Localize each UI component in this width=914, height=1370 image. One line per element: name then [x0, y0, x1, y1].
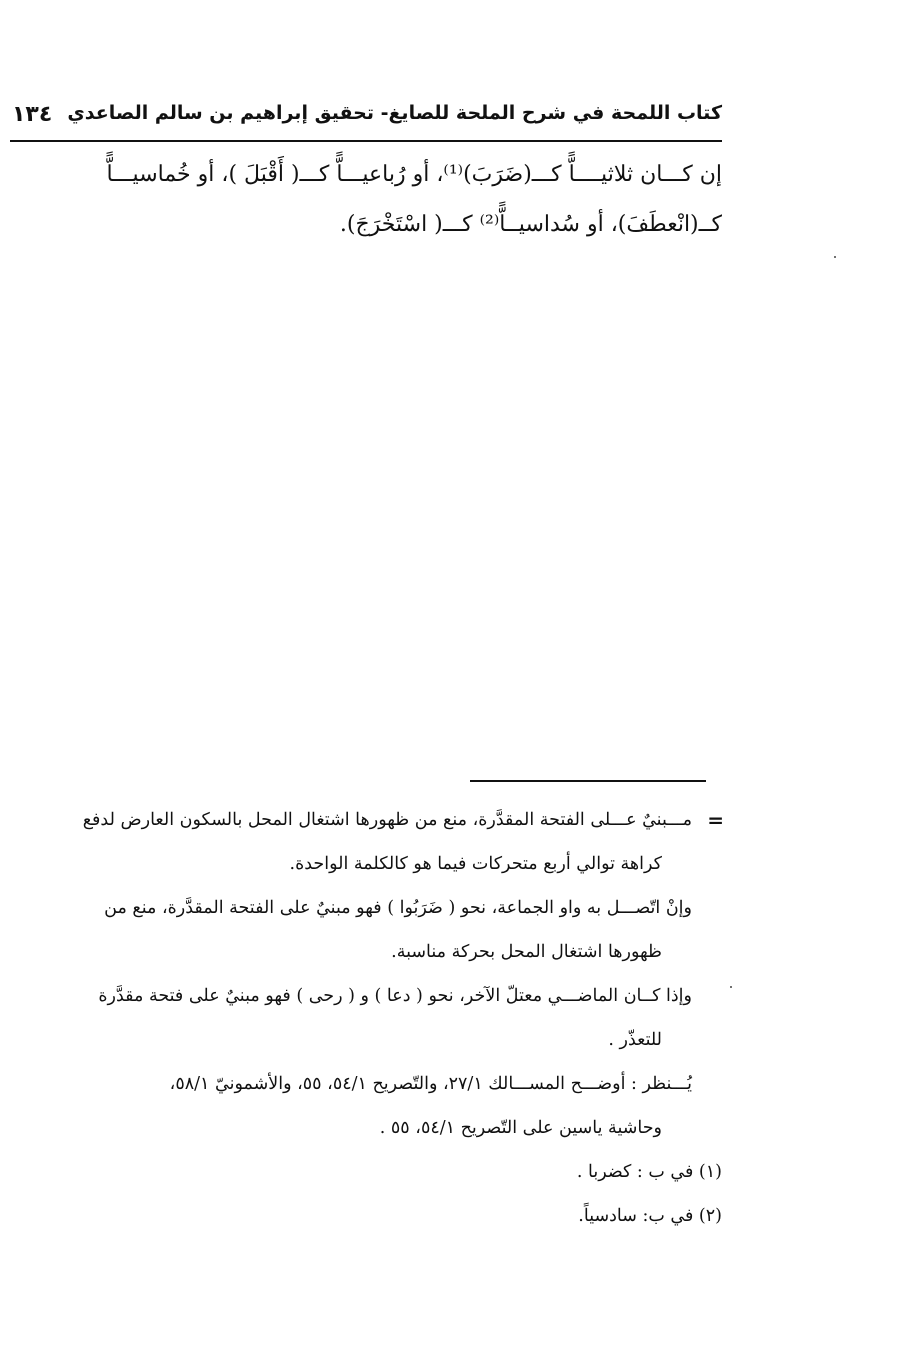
footnote-paragraph — [10, 974, 722, 1062]
footnote-line: وإنْ اتّصـــل به واو الجماعة، نحو ( ضَرَبُوا ) فهو مبنيٌ على الفتحة المقدَّرة، منع من — [104, 898, 692, 918]
main-line-1: إن كـــان ثلاثيــــاًّ كـــ(ضَرَبَ)⁽¹⁾، أو رُباعيـــاًّ كـــ( أَقْبَلَ )، أو خُماسيـــاًّ — [106, 162, 722, 187]
footnote-separator — [470, 780, 706, 782]
footnote-line: وحاشية ياسين على التّصريح ٥٤/١، ٥٥ . — [379, 1118, 662, 1138]
footnote-line: للتعذّر . — [608, 1030, 662, 1050]
footnote-1: (١) في ب : كضربا . — [576, 1162, 722, 1182]
running-header — [10, 100, 722, 138]
footnote-paragraph — [10, 886, 722, 974]
book-title: كتاب اللمحة في شرح الملحة للصايغ- تحقيق إبراهيم بن سالم الصاعدي — [67, 102, 722, 124]
footnote-line: يُـــنظر : أوضـــح المســـالك ٢٧/١، والتّصريح ٥٤/١، ٥٥، والأشمونيّ ٥٨/١، — [169, 1074, 692, 1094]
main-text — [10, 150, 722, 250]
footnote-line: كراهة توالي أربع متحركات فيما هو كالكلمة الواحدة. — [289, 854, 662, 874]
footnote-2: (٢) في ب: سادسياً. — [578, 1206, 722, 1226]
footnote-line: ظهورها اشتغال المحل بحركة مناسبة. — [391, 942, 662, 962]
continuation-mark: = — [707, 808, 724, 832]
header-rule — [10, 140, 722, 142]
footnote-paragraph — [10, 798, 722, 886]
page-number: ١٣٤ — [12, 102, 53, 127]
footnote-line: وإذا كــان الماضـــي معتلّ الآخر، نحو ( دعا ) و ( رحى ) فهو مبنيٌ على فتحة مقدَّرة — [98, 986, 692, 1006]
footnote-paragraph — [10, 1062, 722, 1150]
footnotes — [10, 798, 722, 1238]
footnote-line: مـــبنيٌ عـــلى الفتحة المقدَّرة، منع من ظهورها اشتغال المحل بالسكون العارض لدفع — [82, 810, 692, 830]
main-line-2: كــ(انْعطَفَ)، أو سُداسيــاًّ⁽²⁾ كـــ( اسْتَخْرَجَ). — [339, 212, 722, 237]
